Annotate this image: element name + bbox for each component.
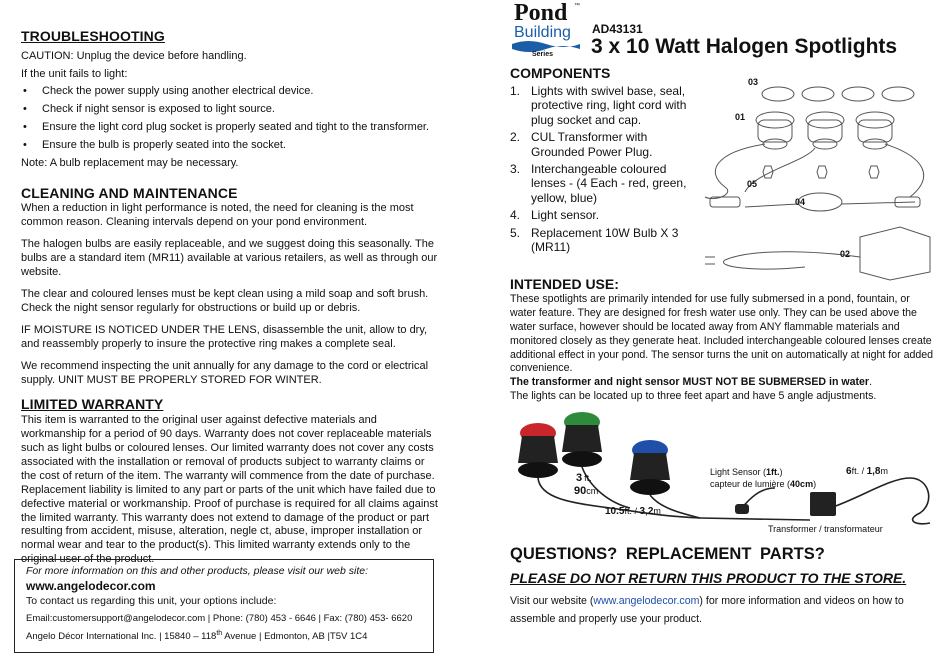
- bulb-note: Note: A bulb replacement may be necessary.: [21, 156, 239, 169]
- sensor-label: [710, 467, 783, 477]
- item-number: 1.: [510, 84, 521, 98]
- placement-note: The lights can be located up to three feet apart and have 5 angle adjustments.: [510, 390, 877, 403]
- components-heading: COMPONENTS: [510, 65, 611, 81]
- label-part: cm: [586, 486, 599, 496]
- text-part: Visit our website (: [510, 595, 594, 607]
- label-part: m: [653, 506, 661, 516]
- item-text: CUL Transformer with Grounded Power Plug.: [531, 130, 653, 159]
- diagram-label: 01: [735, 112, 746, 122]
- label-part: ): [813, 479, 817, 489]
- product-title: 3 x 10 Watt Halogen Spotlights: [591, 35, 898, 58]
- warning-end: .: [869, 376, 873, 389]
- label-part: 1,8: [866, 466, 881, 477]
- label-part: 90: [574, 485, 587, 497]
- label-part: 3: [576, 472, 583, 484]
- power-cord-line: [830, 478, 930, 524]
- power-plug-icon: [705, 257, 715, 264]
- website-link[interactable]: www.angelodecor.com: [26, 579, 156, 594]
- list-item: • Ensure the bulb is properly seated into the socket.: [21, 139, 441, 153]
- distance-label: [576, 472, 592, 484]
- item-number: 5.: [510, 225, 521, 240]
- sensor-label-fr: [710, 479, 816, 489]
- cleaning-paragraph: We recommend inspecting the unit annually for any damage to the cord or electrical supply. UNIT MUST BE PROPERLY STORED FOR WINTER.: [21, 360, 429, 386]
- spotlight-icon: [856, 112, 894, 149]
- item-text: Interchangeable coloured lenses - (4 Each - red, green, yellow, blue): [531, 161, 687, 205]
- label-part: 6: [846, 466, 852, 477]
- address-part: Angelo Décor International Inc. | 15840 – 118: [26, 631, 217, 643]
- caution-text: CAUTION: Unplug the device before handling.: [21, 49, 247, 62]
- diagram-label: 04: [795, 197, 806, 207]
- warning-line: [510, 376, 935, 390]
- lens-icon: [882, 87, 914, 101]
- bulb-icon: [817, 166, 827, 178]
- cleaning-paragraph: The halogen bulbs are easily replaceable, and we suggest doing this seasonally. The bulbs are a standard item (MR11) available at various retailers, as well as through our website.: [21, 238, 438, 279]
- model-number: AD43131: [592, 22, 643, 36]
- label-part: ft.: [584, 473, 592, 483]
- list-item: • Ensure the light cord plug socket is properly seated and tight to the transformer.: [21, 121, 441, 135]
- website-link[interactable]: www.angelodecor.com: [593, 595, 700, 607]
- list-item: • Check if night sensor is exposed to light source.: [21, 103, 441, 117]
- questions-heading: QUESTIONS? REPLACEMENT PARTS?: [510, 545, 825, 563]
- address-sup: th: [216, 629, 223, 637]
- label-part: ): [779, 467, 783, 477]
- warranty-heading: LIMITED WARRANTY: [21, 395, 164, 412]
- diagram-label: 03: [748, 77, 759, 87]
- list-item: [510, 226, 690, 255]
- logo-word: Building: [514, 24, 571, 41]
- item-number: 2.: [510, 130, 521, 145]
- label-part: ft. /: [624, 506, 640, 516]
- spotlight-icon: [806, 112, 844, 149]
- transformer-icon: [810, 492, 836, 516]
- label-part: capteur de lumière (: [710, 479, 791, 489]
- left-column: [21, 28, 441, 567]
- intended-use-paragraph: These spotlights are primarily intended for use fully submersed in a pond, fountain, or water feature. They are designed for fresh water use only. They can be used above the water surface, however should be located away from ANY flammable materials and monitored closely as they generate heat. Included interchangeable coloured lenses create additional effect in your pond. The sensor turns the unit on automatically at night for added convenience.: [510, 293, 934, 375]
- contact-box: [14, 559, 434, 653]
- cord-length-label: [846, 466, 888, 477]
- sensor-icon: [735, 504, 749, 514]
- cord-line: [885, 144, 924, 197]
- logo-word: Series: [532, 51, 554, 58]
- components-diagram: [695, 72, 940, 282]
- green-spotlight-icon: [562, 412, 602, 467]
- list-item: [510, 208, 690, 222]
- return-warning: PLEASE DO NOT RETURN THIS PRODUCT TO THE STORE.: [510, 570, 907, 586]
- label-part: 40cm: [790, 479, 814, 489]
- item-number: 4.: [510, 208, 521, 223]
- label-part: 10.5: [605, 506, 625, 517]
- item-text: Light sensor.: [531, 208, 600, 223]
- label-part: 1ft.: [766, 467, 780, 477]
- troubleshooting-heading: TROUBLESHOOTING: [21, 28, 165, 44]
- label-part: Light Sensor (: [710, 467, 767, 477]
- email-phone-line: Email:customersupport@angelodecor.com | Phone: (780) 453 - 6646 | Fax: (780) 453- 6620: [26, 612, 413, 624]
- diagram-label: 02: [840, 249, 851, 259]
- lens-icon: [802, 87, 834, 101]
- item-text: Replacement 10W Bulb X 3 (MR11): [531, 225, 679, 254]
- cord-line: [700, 518, 810, 520]
- label-part: ft. /: [851, 466, 867, 476]
- questions-text: [510, 592, 930, 628]
- contact-line: To contact us regarding this unit, your options include:: [26, 594, 277, 607]
- troubleshooting-list: [21, 85, 441, 153]
- lens-icon: [842, 87, 874, 101]
- transformer-icon: [860, 227, 930, 280]
- distance-label: [574, 485, 598, 497]
- warning-bold: The transformer and night sensor MUST NOT BE SUBMERSED in water: [510, 376, 870, 389]
- blue-spotlight-icon: [630, 440, 670, 495]
- address-line: [26, 630, 422, 643]
- label-part: m: [880, 466, 888, 476]
- cleaning-paragraph: When a reduction in light performance is noted, the need for cleaning is the most common reason. Cleaning intervals depend on your pond environment.: [21, 202, 414, 229]
- components-list: [510, 84, 690, 257]
- fail-intro: If the unit fails to light:: [21, 67, 128, 80]
- list-item: • Check the power supply using another electrical device.: [21, 85, 441, 99]
- lens-icon: [762, 87, 794, 101]
- installation-illustration: [510, 408, 940, 538]
- item-number: 3.: [510, 161, 521, 176]
- pond-building-logo: [510, 0, 582, 58]
- intended-use-text: [510, 293, 935, 404]
- diagram-label: 05: [747, 179, 758, 189]
- list-item: [510, 130, 690, 159]
- distance-label: [605, 506, 661, 517]
- cleaning-paragraph: IF MOISTURE IS NOTICED UNDER THE LENS, disassemble the unit, allow to dry, and reassembly properly to insure the protective ring makes a complete seal.: [21, 324, 428, 351]
- cord-line: [745, 202, 915, 207]
- spotlight-icon: [756, 112, 794, 149]
- intended-use-heading: INTENDED USE:: [510, 276, 619, 292]
- transformer-label: Transformer / transformateur: [768, 524, 883, 534]
- cleaning-heading: CLEANING AND MAINTENANCE: [21, 184, 238, 201]
- logo-word: Pond: [514, 0, 568, 26]
- red-spotlight-icon: [518, 423, 558, 478]
- item-text: Lights with swivel base, seal, protective ring, light cord with plug socket and cap.: [531, 84, 687, 127]
- visit-text: For more information on this and other products, please visit our web site:: [26, 565, 368, 577]
- logo-tm: ™: [574, 3, 580, 9]
- list-item: [510, 162, 690, 205]
- list-item: [510, 84, 690, 127]
- bulb-icon: [869, 166, 879, 178]
- cleaning-paragraph: The clear and coloured lenses must be kept clean using a mild soap and soft brush. Check the night sensor regularly for obstructions or build up or debris.: [21, 288, 429, 315]
- address-part: Avenue | Edmonton, AB |T5V 1C4: [222, 631, 368, 643]
- text-part: ) for more information and videos on how to assemble and properly use your product.: [510, 595, 904, 625]
- cord-line: [705, 144, 765, 199]
- warranty-text: This item is warranted to the original user against defective materials and workmanship for a period of 90 days. Warranty does not cover replaceable materials such as light bulbs or coloured lenses. Our limited warranty does not cover any costs associated with the installation or removal of products subject to warranty claims or the cost of return of the item. The warranty will commence from the date of purchase. Replacement liability is limited to any part or parts of the unit which have failed due to defective material or workmanship. Proof of purchase is required for all claims against the limited warranty. This warranty does not extend to damage of the product or part resulting from accident, misuse, alteration, negle ct, abuse, improper installation or normal wear and tear to the product(s). This limited warranty extends only to the original user of the product.: [21, 413, 438, 566]
- label-part: 3,2: [639, 506, 654, 517]
